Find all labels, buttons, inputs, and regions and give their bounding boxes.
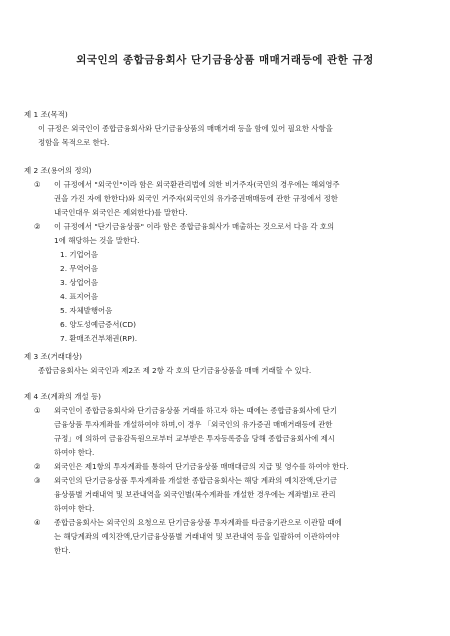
list-item: 1. 기업어음 bbox=[60, 250, 98, 259]
clause-1 bbox=[24, 404, 424, 460]
article-text-line: 정함을 목적으로 한다. bbox=[38, 138, 110, 147]
clause-text-line: 외국인의 단기금융상품 투자계좌를 개설한 종합금융회사는 해당 계좌의 예치잔액,단기금 bbox=[54, 476, 337, 485]
clause-number: ① bbox=[34, 180, 41, 189]
clause-text-line: 1에 해당하는 것을 말한다. bbox=[54, 236, 140, 245]
article-heading: 제 2 조(용어의 정의) bbox=[24, 166, 92, 175]
clause-text-line: 는 해당계좌의 예치잔액,단기금융상품별 거래내역 및 보관내역 등을 일괄하여 이관하여야 bbox=[54, 532, 340, 541]
clause-number: ② bbox=[34, 222, 41, 231]
clause-number: ② bbox=[34, 462, 41, 471]
list-item: 3. 상업어음 bbox=[60, 278, 98, 287]
clause-4 bbox=[24, 516, 424, 558]
article-text-line: 이 규정은 외국인이 종합금융회사와 단기금융상품의 매매거래 등을 함에 있어 필요한 사항을 bbox=[38, 124, 333, 133]
article-2 bbox=[24, 164, 424, 346]
list-item: 6. 양도성예금증서(CD) bbox=[60, 320, 136, 329]
article-1 bbox=[24, 108, 424, 150]
article-heading: 제 4 조(계좌의 개설 등) bbox=[24, 392, 101, 401]
article-heading: 제 1 조(목적) bbox=[24, 110, 68, 119]
clause-3 bbox=[24, 474, 424, 516]
clause-text-line: 권을 가진 자에 한한다)와 외국인 거주자(외국인의 유가증권매매등에 관한 규정에서 정한 bbox=[54, 194, 338, 203]
list-item: 2. 무역어음 bbox=[60, 264, 98, 273]
list-item: 4. 표지어음 bbox=[60, 292, 98, 301]
article-heading: 제 3 조(거래대상) bbox=[24, 352, 83, 361]
clause-number: ① bbox=[34, 406, 41, 415]
document-title: 외국인의 종합금융회사 단기금융상품 매매거래등에 관한 규정 bbox=[76, 54, 374, 66]
clause-text-line: 외국인은 제1항의 투자계좌를 통하여 단기금융상품 매매대금의 지급 및 영수를 하여야 한다. bbox=[54, 462, 349, 471]
clause-2 bbox=[24, 220, 424, 248]
clause-text-line: 하여야 한다. bbox=[54, 448, 95, 457]
list-item: 7. 환매조건부채권(RP). bbox=[60, 334, 138, 343]
article-text-line: 종합금융회사는 외국인과 제2조 제 2항 각 호의 단기금융상품을 매매 거래할 수 있다. bbox=[38, 366, 312, 375]
article-4 bbox=[24, 390, 424, 558]
clause-text-line: 내국인대우 외국인은 제외한다)를 말한다. bbox=[54, 208, 188, 217]
clause-text-line: 하여야 한다. bbox=[54, 504, 95, 513]
clause-number: ④ bbox=[34, 518, 41, 527]
clause-text-line: 규정」에 의하여 금융감독원으로부터 교부받은 투자등록증을 당해 종합금융회사에 제시 bbox=[54, 434, 335, 443]
clause-text-line: 종합금융회사는 외국인의 요청으로 단기금융상품 투자계좌를 타금융기관으로 이관할 때에 bbox=[54, 518, 342, 527]
item-list bbox=[24, 248, 424, 346]
clause-text-line: 이 규정에서 "단기금융상품" 이라 함은 종합금융회사가 매출하는 것으로서 다음 각 호의 bbox=[54, 222, 335, 231]
clause-text-line: 금융상품 투자계좌를 개설하여야 하며,이 경우 「외국인의 유가증권 매매거래등에 관한 bbox=[54, 420, 333, 429]
list-item: 5. 자체발행어음 bbox=[60, 306, 113, 315]
clause-text-line: 이 규정에서 "외국인"이라 함은 외국환관리법에 의한 비거주자(국민의 경우에는 해외영주 bbox=[54, 180, 340, 189]
clause-2 bbox=[24, 460, 424, 474]
clause-1 bbox=[24, 178, 424, 220]
article-3 bbox=[24, 350, 424, 378]
clause-text-line: 융상품별 거래내역 및 보관내역을 외국인별(복수계좌를 개설한 경우에는 계좌별)로 관리 bbox=[54, 490, 336, 499]
clause-number: ③ bbox=[34, 476, 41, 485]
clause-text-line: 한다. bbox=[54, 546, 71, 555]
clause-text-line: 외국인이 종합금융회사와 단기금융상품 거래를 하고자 하는 때에는 종합금융회사에 단기 bbox=[54, 406, 337, 415]
